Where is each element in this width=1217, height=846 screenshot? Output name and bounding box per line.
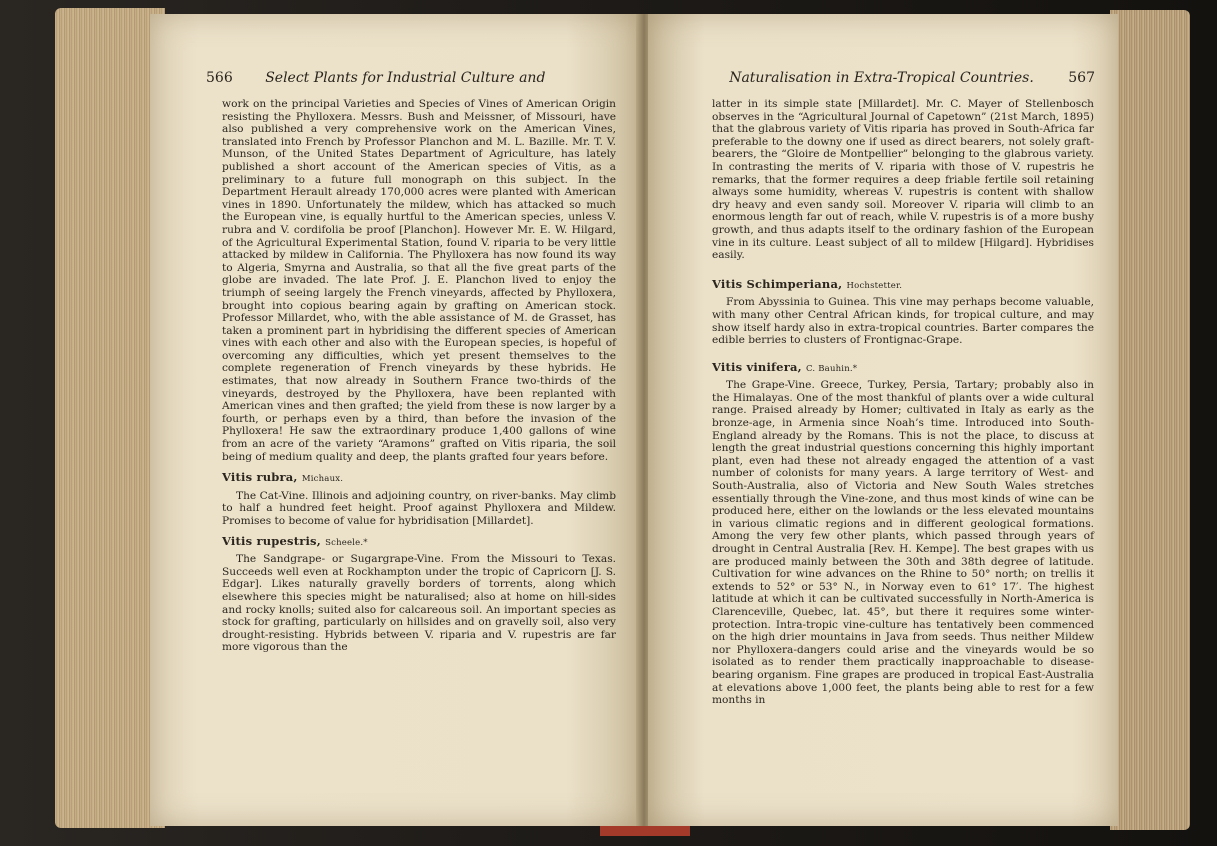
section-text: From Abyssinia to Guinea. This vine may perhaps become valuable, with many other Central African kinds, for tropical culture, and may show itself hardy also in extra-tropical countries. Barter compares the edible berries to clusters of Frontignac-Grape. (712, 296, 1094, 347)
left-page-edges (55, 8, 165, 828)
species-name: Vitis rupestris, (222, 533, 321, 548)
right-running-title: Naturalisation in Extra-Tropical Countries. (729, 70, 1034, 86)
paragraph: latter in its simple state [Millardet]. Mr. C. Mayer of Stellenbosch observes in the “Agricultural Journal of Capetown” (21st March, 1895) that the glabrous variety of Vitis riparia has proved in South-Africa far preferable to the downy one if used as direct bearers, not solely graft-bearers, the “Gloire de Montpellier” belonging to the glabrous variety. In contrasting the merits of V. riparia with those of V. rupestris he remarks, that the former requires a deep friable fertile soil retaining always some humidity, whereas V. rupestris is content with shallow dry heavy and even sandy soil. Moreover V. riparia will climb to an enormous length far out of reach, while V. rupestris is of a more bushy growth, and thus adapts itself to the ordinary fashion of the European vine in its culture. Least subject of all to mildew [Hilgard]. Hybridises easily. (712, 98, 1094, 262)
bookmark-ribbon (600, 826, 690, 836)
section-heading (712, 361, 1094, 376)
species-name: Vitis rubra, (222, 470, 298, 485)
section-heading (222, 471, 616, 486)
left-running-header (206, 70, 626, 86)
species-name: Vitis Schimperiana, (712, 276, 843, 291)
species-authority: Michaux. (301, 474, 344, 485)
paragraph: work on the principal Varieties and Species of Vines of American Origin resisting the Phylloxera. Messrs. Bush and Meissner, of Missouri, have also published a very comprehensive work on the American Vines, translated into French by Professor Planchon and M. L. Bazille. Mr. T. V. Munson, of the United States Department of Agriculture, has lately published a short account of the American species of Vitis, as a preliminary to a future full monograph on this subject. In the Department Herault already 170,000 acres were planted with American vines in 1890. Unfortunately the mildew, which has attacked so much the European vine, is equally hurtful to the American species, unless V. rubra and V. cordifolia be proof [Planchon]. However Mr. E. W. Hilgard, of the Agricultural Experimental Station, found V. riparia to be very little attacked by mildew in California. The Phylloxera has now found its way to Algeria, Smyrna and Australia, so that all the five great parts of the globe are invaded. The late Prof. J. E. Planchon lived to enjoy the triumph of seeing largely the French vineyards, affected by Phylloxera, brought into copious bearing again by grafting on American stock. Professor Millardet, who, with the able assistance of M. de Grasset, has taken a prominent part in hybridising the different species of American vines with each other and also with the European species, is hopeful of overcoming any difficulties, which yet present themselves to the complete regeneration of French vineyards by these hybrids. He estimates, that now already in Southern France two-thirds of the vineyards, destroyed by the Phylloxera, have been replanted with American vines and then grafted; the yield from these is now larger by a fourth, or perhaps even by a third, than before the invasion of the Phylloxera! He saw the extraordinary produce 1,400 gallons of wine from an acre of the variety “Aramons” grafted on Vitis riparia, the soil being of medium quality and deep, the plants grafted four years before. (222, 98, 616, 463)
section-heading (222, 535, 616, 550)
left-running-title: Select Plants for Industrial Culture and (265, 70, 546, 86)
section-text: The Grape-Vine. Greece, Turkey, Persia, Tartary; probably also in the Himalayas. One of the most thankful of plants over a wide cultural range. Praised already by Homer; cultivated in Italy as early as the bronze-age, in Armenia since Noah’s time. Introduced into South-England already by the Romans. This is not the place, to discuss at length the great industrial questions concerning this highly important plant, even had these not already engaged the attention of a vast number of colonists for many years. A large territory of West- and South-Australia, also of Victoria and New South Wales stretches essentially through the Vine-zone, and thus most kinds of wine can be produced here, either on the lowlands or the less elevated mountains in various climatic regions and in different geological formations. Among the very few other plants, which passed through years of drought in Central Australia [Rev. H. Kempe]. The best grapes with us are produced mainly between the 30th and 38th degree of latitude. Cultivation for wine advances on the Rhine to 50° north; on trellis it extends to 52° or 53° N., in Norway even to 61° 17′. The highest latitude at which it can be cultivated successfully in North-America is Clarenceville, Quebec, lat. 45°, but there it requires some winter-protection. Intra-tropic vine-culture has tentatively been commenced on the high drier mountains in Java from seeds. Thus neither Mildew nor Phylloxera-dangers could arise and the vineyards would be so isolated as to render them practically inapproachable to disease-bearing organism. Fine grapes are produced in tropical East-Australia at elevations above 1,000 feet, the plants being able to rest for a few months in (712, 379, 1094, 707)
species-name: Vitis vinifera, (712, 359, 802, 374)
right-page-text (712, 98, 1094, 707)
species-authority: Scheele.* (325, 537, 368, 548)
section-text: The Sandgrape- or Sugargrape-Vine. From the Missouri to Texas. Succeeds well even at Rockhampton under the tropic of Capricorn [J. S. Edgar]. Likes naturally gravelly borders of torrents, along which elsewhere this species might be naturalised; also at home on hill-sides and rocky knolls; suited also for calcareous soil. An important species as stock for grafting, particularly on hillsides and on gravelly soil, also very drought-resisting. Hybrids between V. riparia and V. rupestris are far more vigorous than the (222, 553, 616, 654)
left-page-text (222, 98, 616, 654)
section-heading (712, 278, 1094, 293)
species-authority: C. Bauhin.* (806, 363, 858, 374)
right-page-number: 567 (1068, 70, 1095, 86)
right-page-edges (1110, 10, 1190, 830)
species-authority: Hochstetter. (846, 280, 903, 291)
right-running-header (705, 70, 1095, 86)
left-page-number: 566 (206, 70, 233, 86)
section-text: The Cat-Vine. Illinois and adjoining country, on river-banks. May climb to half a hundred feet height. Proof against Phylloxera and Mildew. Promises to become of value for hybridisation [Millardet]. (222, 489, 616, 527)
